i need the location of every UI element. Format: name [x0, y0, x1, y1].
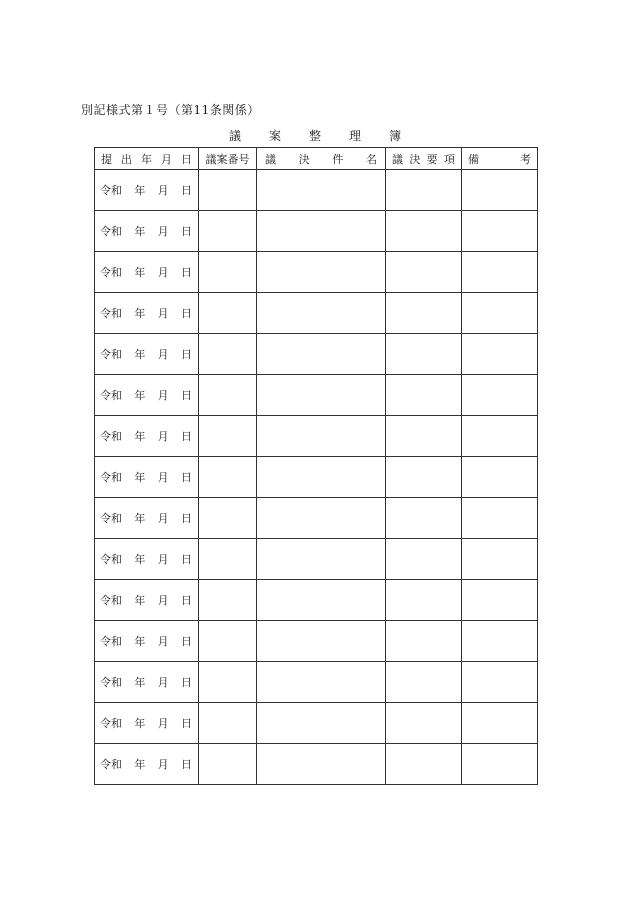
table-row: [95, 744, 538, 785]
resolution-summary-cell[interactable]: [386, 457, 462, 498]
date-day-label: 日: [180, 676, 192, 689]
bill-number-cell[interactable]: [199, 457, 257, 498]
resolution-subject-cell[interactable]: [257, 293, 386, 334]
date-year-label: 年: [134, 758, 146, 771]
resolution-summary-cell[interactable]: [386, 498, 462, 539]
header-char: 出: [121, 152, 132, 166]
submission-date-cell[interactable]: [95, 170, 199, 211]
date-month-label: 月: [157, 266, 169, 279]
date-era: 令和: [100, 635, 122, 648]
resolution-subject-cell[interactable]: [257, 211, 386, 252]
date-year-label: 年: [134, 471, 146, 484]
date-day-label: 日: [180, 430, 192, 443]
header-char: 議案番号: [205, 152, 250, 166]
title-char: 案: [269, 129, 282, 143]
date-day-label: 日: [180, 553, 192, 566]
date-era: 令和: [100, 348, 122, 361]
table-row: [95, 703, 538, 744]
header-char: 日: [181, 152, 192, 166]
header-char: 項: [443, 152, 455, 166]
date-month-label: 月: [157, 348, 169, 361]
bill-number-cell[interactable]: [199, 580, 257, 621]
resolution-summary-cell[interactable]: [386, 580, 462, 621]
date-era: 令和: [100, 307, 122, 320]
header-char: 年: [141, 152, 152, 166]
date-month-label: 月: [157, 676, 169, 689]
date-day-label: 日: [180, 225, 192, 238]
bill-number-cell[interactable]: [199, 375, 257, 416]
title-char: 簿: [389, 129, 402, 143]
submission-date-cell[interactable]: [95, 375, 199, 416]
date-era: 令和: [100, 676, 122, 689]
date-day-label: 日: [180, 389, 192, 402]
form-label: 別記様式第１号（第11条関係）: [81, 103, 260, 117]
table-row: [95, 170, 538, 211]
bill-number-cell[interactable]: [199, 334, 257, 375]
submission-date-cell[interactable]: [95, 498, 199, 539]
resolution-subject-cell[interactable]: [257, 621, 386, 662]
submission-date-cell[interactable]: [95, 621, 199, 662]
title-char: 整: [309, 129, 322, 143]
date-day-label: 日: [180, 594, 192, 607]
date-year-label: 年: [134, 676, 146, 689]
date-month-label: 月: [157, 758, 169, 771]
resolution-summary-cell[interactable]: [386, 662, 462, 703]
date-day-label: 日: [180, 512, 192, 525]
date-day-label: 日: [180, 758, 192, 771]
bill-number-cell[interactable]: [199, 744, 257, 785]
resolution-subject-cell[interactable]: [257, 457, 386, 498]
date-year-label: 年: [134, 184, 146, 197]
header-char: 件: [332, 152, 344, 166]
bill-number-cell[interactable]: [199, 539, 257, 580]
remarks-cell[interactable]: [462, 580, 538, 621]
date-month-label: 月: [157, 635, 169, 648]
date-month-label: 月: [157, 389, 169, 402]
header-char: 議: [265, 152, 276, 166]
date-year-label: 年: [134, 594, 146, 607]
resolution-summary-cell[interactable]: [386, 539, 462, 580]
resolution-summary-cell[interactable]: [386, 416, 462, 457]
resolution-summary-cell[interactable]: [386, 375, 462, 416]
col-header-submission-date: [95, 148, 199, 170]
date-year-label: 年: [134, 348, 146, 361]
bill-register-table: [94, 147, 538, 785]
col-header-bill-number: [199, 148, 257, 170]
submission-date-cell[interactable]: [95, 662, 199, 703]
remarks-cell[interactable]: [462, 621, 538, 662]
date-year-label: 年: [134, 717, 146, 730]
submission-date-cell[interactable]: [95, 252, 199, 293]
date-month-label: 月: [157, 553, 169, 566]
remarks-cell[interactable]: [462, 170, 538, 211]
submission-date-cell[interactable]: [95, 580, 199, 621]
resolution-summary-cell[interactable]: [386, 170, 462, 211]
resolution-subject-cell[interactable]: [257, 416, 386, 457]
date-year-label: 年: [134, 430, 146, 443]
bill-number-cell[interactable]: [199, 211, 257, 252]
date-month-label: 月: [157, 184, 169, 197]
date-month-label: 月: [157, 471, 169, 484]
resolution-subject-cell[interactable]: [257, 703, 386, 744]
date-era: 令和: [100, 594, 122, 607]
date-era: 令和: [100, 430, 122, 443]
date-era: 令和: [100, 512, 122, 525]
title-char: 議: [229, 129, 242, 143]
date-year-label: 年: [134, 307, 146, 320]
date-day-label: 日: [180, 307, 192, 320]
bill-number-cell[interactable]: [199, 498, 257, 539]
date-day-label: 日: [180, 471, 192, 484]
table-row: [95, 580, 538, 621]
bill-number-cell[interactable]: [199, 621, 257, 662]
date-month-label: 月: [157, 512, 169, 525]
remarks-cell[interactable]: [462, 744, 538, 785]
resolution-summary-cell[interactable]: [386, 703, 462, 744]
resolution-subject-cell[interactable]: [257, 375, 386, 416]
bill-number-cell[interactable]: [199, 703, 257, 744]
resolution-summary-cell[interactable]: [386, 293, 462, 334]
bill-number-cell[interactable]: [199, 662, 257, 703]
resolution-subject-cell[interactable]: [257, 580, 386, 621]
table-row: [95, 662, 538, 703]
header-char: 決: [409, 152, 421, 166]
resolution-summary-cell[interactable]: [386, 211, 462, 252]
resolution-summary-cell[interactable]: [386, 621, 462, 662]
submission-date-cell[interactable]: [95, 539, 199, 580]
date-month-label: 月: [157, 430, 169, 443]
table-row: [95, 252, 538, 293]
date-day-label: 日: [180, 635, 192, 648]
header-char: 議: [392, 152, 403, 166]
date-day-label: 日: [180, 184, 192, 197]
resolution-summary-cell[interactable]: [386, 252, 462, 293]
header-char: 月: [161, 152, 172, 166]
header-row: [95, 148, 538, 170]
date-month-label: 月: [157, 594, 169, 607]
date-era: 令和: [100, 717, 122, 730]
table-row: [95, 293, 538, 334]
col-header-remarks: [462, 148, 538, 170]
col-header-resolution-subject: [257, 148, 386, 170]
date-day-label: 日: [180, 717, 192, 730]
date-era: 令和: [100, 553, 122, 566]
table-row: [95, 498, 538, 539]
header-char: 提: [101, 152, 112, 166]
header-char: 考: [520, 152, 531, 166]
resolution-subject-cell[interactable]: [257, 498, 386, 539]
remarks-cell[interactable]: [462, 293, 538, 334]
submission-date-cell[interactable]: [95, 744, 199, 785]
date-year-label: 年: [134, 389, 146, 402]
remarks-cell[interactable]: [462, 416, 538, 457]
document-title: [229, 127, 401, 144]
header-char: 決: [298, 152, 310, 166]
resolution-subject-cell[interactable]: [257, 252, 386, 293]
remarks-cell[interactable]: [462, 498, 538, 539]
date-era: 令和: [100, 389, 122, 402]
bill-number-cell[interactable]: [199, 170, 257, 211]
date-era: 令和: [100, 758, 122, 771]
submission-date-cell[interactable]: [95, 416, 199, 457]
resolution-subject-cell[interactable]: [257, 539, 386, 580]
date-era: 令和: [100, 184, 122, 197]
table-row: [95, 457, 538, 498]
table-row: [95, 621, 538, 662]
table-row: [95, 211, 538, 252]
submission-date-cell[interactable]: [95, 211, 199, 252]
table-row: [95, 416, 538, 457]
submission-date-cell[interactable]: [95, 457, 199, 498]
remarks-cell[interactable]: [462, 211, 538, 252]
date-day-label: 日: [180, 348, 192, 361]
remarks-cell[interactable]: [462, 662, 538, 703]
remarks-cell[interactable]: [462, 703, 538, 744]
date-month-label: 月: [157, 717, 169, 730]
bill-number-cell[interactable]: [199, 293, 257, 334]
submission-date-cell[interactable]: [95, 293, 199, 334]
date-year-label: 年: [134, 635, 146, 648]
table-body: [95, 170, 538, 785]
table-row: [95, 375, 538, 416]
date-month-label: 月: [157, 225, 169, 238]
col-header-resolution-summary: [386, 148, 462, 170]
remarks-cell[interactable]: [462, 252, 538, 293]
remarks-cell[interactable]: [462, 375, 538, 416]
resolution-summary-cell[interactable]: [386, 744, 462, 785]
date-era: 令和: [100, 471, 122, 484]
date-era: 令和: [100, 266, 122, 279]
remarks-cell[interactable]: [462, 539, 538, 580]
remarks-cell[interactable]: [462, 334, 538, 375]
date-year-label: 年: [134, 225, 146, 238]
resolution-subject-cell[interactable]: [257, 744, 386, 785]
submission-date-cell[interactable]: [95, 334, 199, 375]
table-row: [95, 539, 538, 580]
bill-number-cell[interactable]: [199, 252, 257, 293]
date-day-label: 日: [180, 266, 192, 279]
resolution-subject-cell[interactable]: [257, 334, 386, 375]
resolution-summary-cell[interactable]: [386, 334, 462, 375]
resolution-subject-cell[interactable]: [257, 662, 386, 703]
header-char: 備: [468, 152, 479, 166]
resolution-subject-cell[interactable]: [257, 170, 386, 211]
date-month-label: 月: [157, 307, 169, 320]
date-year-label: 年: [134, 512, 146, 525]
date-era: 令和: [100, 225, 122, 238]
date-year-label: 年: [134, 266, 146, 279]
table-row: [95, 334, 538, 375]
date-year-label: 年: [134, 553, 146, 566]
remarks-cell[interactable]: [462, 457, 538, 498]
bill-number-cell[interactable]: [199, 416, 257, 457]
submission-date-cell[interactable]: [95, 703, 199, 744]
title-char: 理: [349, 129, 362, 143]
header-char: 要: [426, 152, 438, 166]
header-char: 名: [365, 152, 377, 166]
